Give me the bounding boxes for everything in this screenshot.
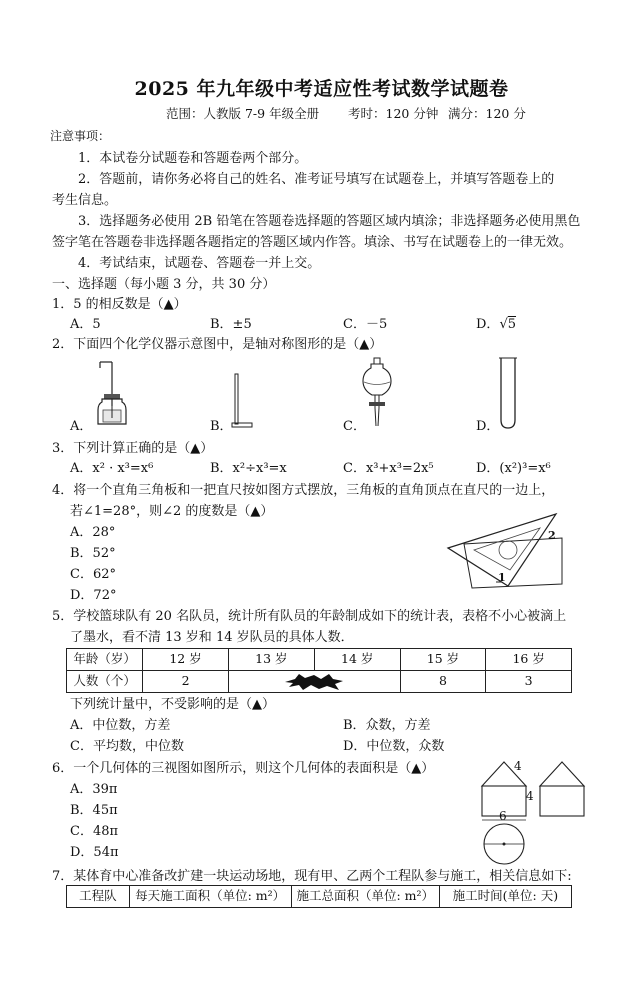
- team-header: 工程队: [67, 886, 130, 908]
- q2-option-c: C．: [343, 419, 366, 434]
- daily-area-header: 每天施工面积（单位: m²）: [129, 886, 291, 908]
- notice-item-3: 3．选择题务必使用 2B 铅笔在答题卷选择题的答题区域内填涂；非选择题务必使用黑色: [78, 214, 581, 229]
- q3-stem: 3．下列计算正确的是（▲）: [52, 441, 214, 456]
- count-row-label: 人数（个）: [67, 671, 143, 693]
- q4-stem-1: 4．将一个直角三角板和一把直尺按如图方式摆放，三角板的直角顶点在直尺的一边上，: [52, 483, 555, 498]
- q5-option-c: C．平均数，中位数: [70, 739, 184, 754]
- exam-score: 满分：120 分: [448, 106, 526, 121]
- q1-option-c: C．－5: [343, 317, 388, 332]
- age-header-label: 年龄（岁）: [67, 649, 143, 671]
- q5-stem-1: 5．学校篮球队有 20 名队员，统计所有队员的年龄制成如下的统计表，表格不小心被滴上: [52, 609, 567, 624]
- q6-option-d: D．54π: [70, 845, 119, 860]
- q2-option-a: A．: [70, 419, 93, 434]
- q7-stem: 7．某体育中心准备改扩建一块运动场地，现有甲、乙两个工程队参与施工，相关信息如下:: [52, 869, 572, 884]
- duration-header: 施工时间(单位: 天): [439, 886, 571, 908]
- triangle-ruler-figure: [444, 508, 572, 596]
- q2-option-b: B．: [210, 419, 233, 434]
- q4-option-b: B．52°: [70, 546, 116, 561]
- notice-heading: 注意事项：: [50, 129, 111, 143]
- age-header-12: 12 岁: [143, 649, 229, 671]
- count-16: 3: [486, 671, 572, 693]
- work-team-table: [66, 885, 572, 908]
- q3-option-b: B．x²÷x³=x: [210, 461, 287, 476]
- q2-stem: 2．下面四个化学仪器示意图中，是轴对称图形的是（▲）: [52, 337, 383, 352]
- q6-option-b: B．45π: [70, 803, 118, 818]
- notice-item-2: 2．答题前，请你务必将自己的姓名、准考证号填写在试题卷上，并填写答题卷上的: [78, 172, 555, 187]
- notice-item-3-cont: 签字笔在答题卷非选择题各题指定的答题区域内作答。填涂、书写在试题卷上的一律无效。: [52, 235, 573, 250]
- section-heading: 一、选择题（每小题 3 分，共 30 分）: [52, 277, 276, 292]
- q5-option-d: D．中位数，众数: [343, 739, 445, 754]
- q1-option-b: B．±5: [210, 317, 252, 332]
- q6-stem: 6．一个几何体的三视图如图所示，则这个几何体的表面积是（▲）: [52, 761, 435, 776]
- q2-option-d: D．: [476, 419, 500, 434]
- q4-stem-2: 若∠1=28°，则∠2 的度数是（▲）: [70, 504, 274, 519]
- q1-option-d: [476, 318, 516, 331]
- age-header-14: 14 岁: [314, 649, 400, 671]
- ink-blot-icon: [283, 673, 345, 691]
- sqrt-sign-icon: √: [499, 317, 508, 332]
- notice-item-2-cont: 考生信息。: [52, 193, 118, 208]
- three-view-figure: [476, 758, 602, 868]
- q5-prompt: 下列统计量中，不受影响的是（▲）: [70, 697, 275, 712]
- notice-item-4: 4．考试结束，试题卷、答题卷一并上交。: [78, 256, 321, 271]
- q1-stem: 1．5 的相反数是（▲）: [52, 297, 187, 312]
- q3-option-a: A．x² · x³=x⁶: [70, 461, 154, 476]
- q4-option-c: C．62°: [70, 567, 116, 582]
- dim-width-label: 6: [499, 809, 507, 823]
- dim-top-label: 4: [514, 759, 522, 773]
- age-table: [66, 648, 572, 693]
- count-12: 2: [143, 671, 229, 693]
- page-title: 2025 年九年级中考适应性考试数学试题卷: [134, 78, 509, 100]
- angle-1-label: 1: [498, 571, 506, 584]
- q3-option-d: D．(x²)³=x⁶: [476, 461, 551, 476]
- q4-option-a: A．28°: [70, 525, 116, 540]
- q5-option-b: B．众数，方差: [343, 718, 431, 733]
- q1-option-a: A．5: [70, 317, 101, 332]
- test-tube-figure: [498, 356, 518, 432]
- q4-option-d: D．72°: [70, 588, 117, 603]
- q6-option-c: C．48π: [70, 824, 119, 839]
- exam-time: 考时：120 分钟: [348, 106, 439, 121]
- q5-stem-2: 了墨水，看不清 13 岁和 14 岁队员的具体人数．: [70, 630, 354, 645]
- gas-bottle-figure: [90, 358, 134, 428]
- age-header-15: 15 岁: [400, 649, 486, 671]
- notice-item-1: 1．本试卷分试题卷和答题卷两个部分。: [78, 151, 308, 166]
- q6-option-a: A．39π: [70, 782, 118, 797]
- age-header-16: 16 岁: [486, 649, 572, 671]
- age-header-13: 13 岁: [228, 649, 314, 671]
- q1-radicand: 5: [507, 317, 517, 332]
- angle-2-label: 2: [548, 529, 556, 542]
- q1-option-d-label: D．: [476, 317, 500, 332]
- dim-side-label: 4: [526, 789, 534, 803]
- q5-option-a: A．中位数，方差: [70, 718, 171, 733]
- ink-blot-cell: [228, 671, 400, 693]
- exam-scope: 范围：人教版 7-9 年级全册: [166, 106, 320, 121]
- count-15: 8: [400, 671, 486, 693]
- q3-option-c: C．x³+x³=2x⁵: [343, 461, 434, 476]
- total-area-header: 施工总面积（单位: m²）: [291, 886, 439, 908]
